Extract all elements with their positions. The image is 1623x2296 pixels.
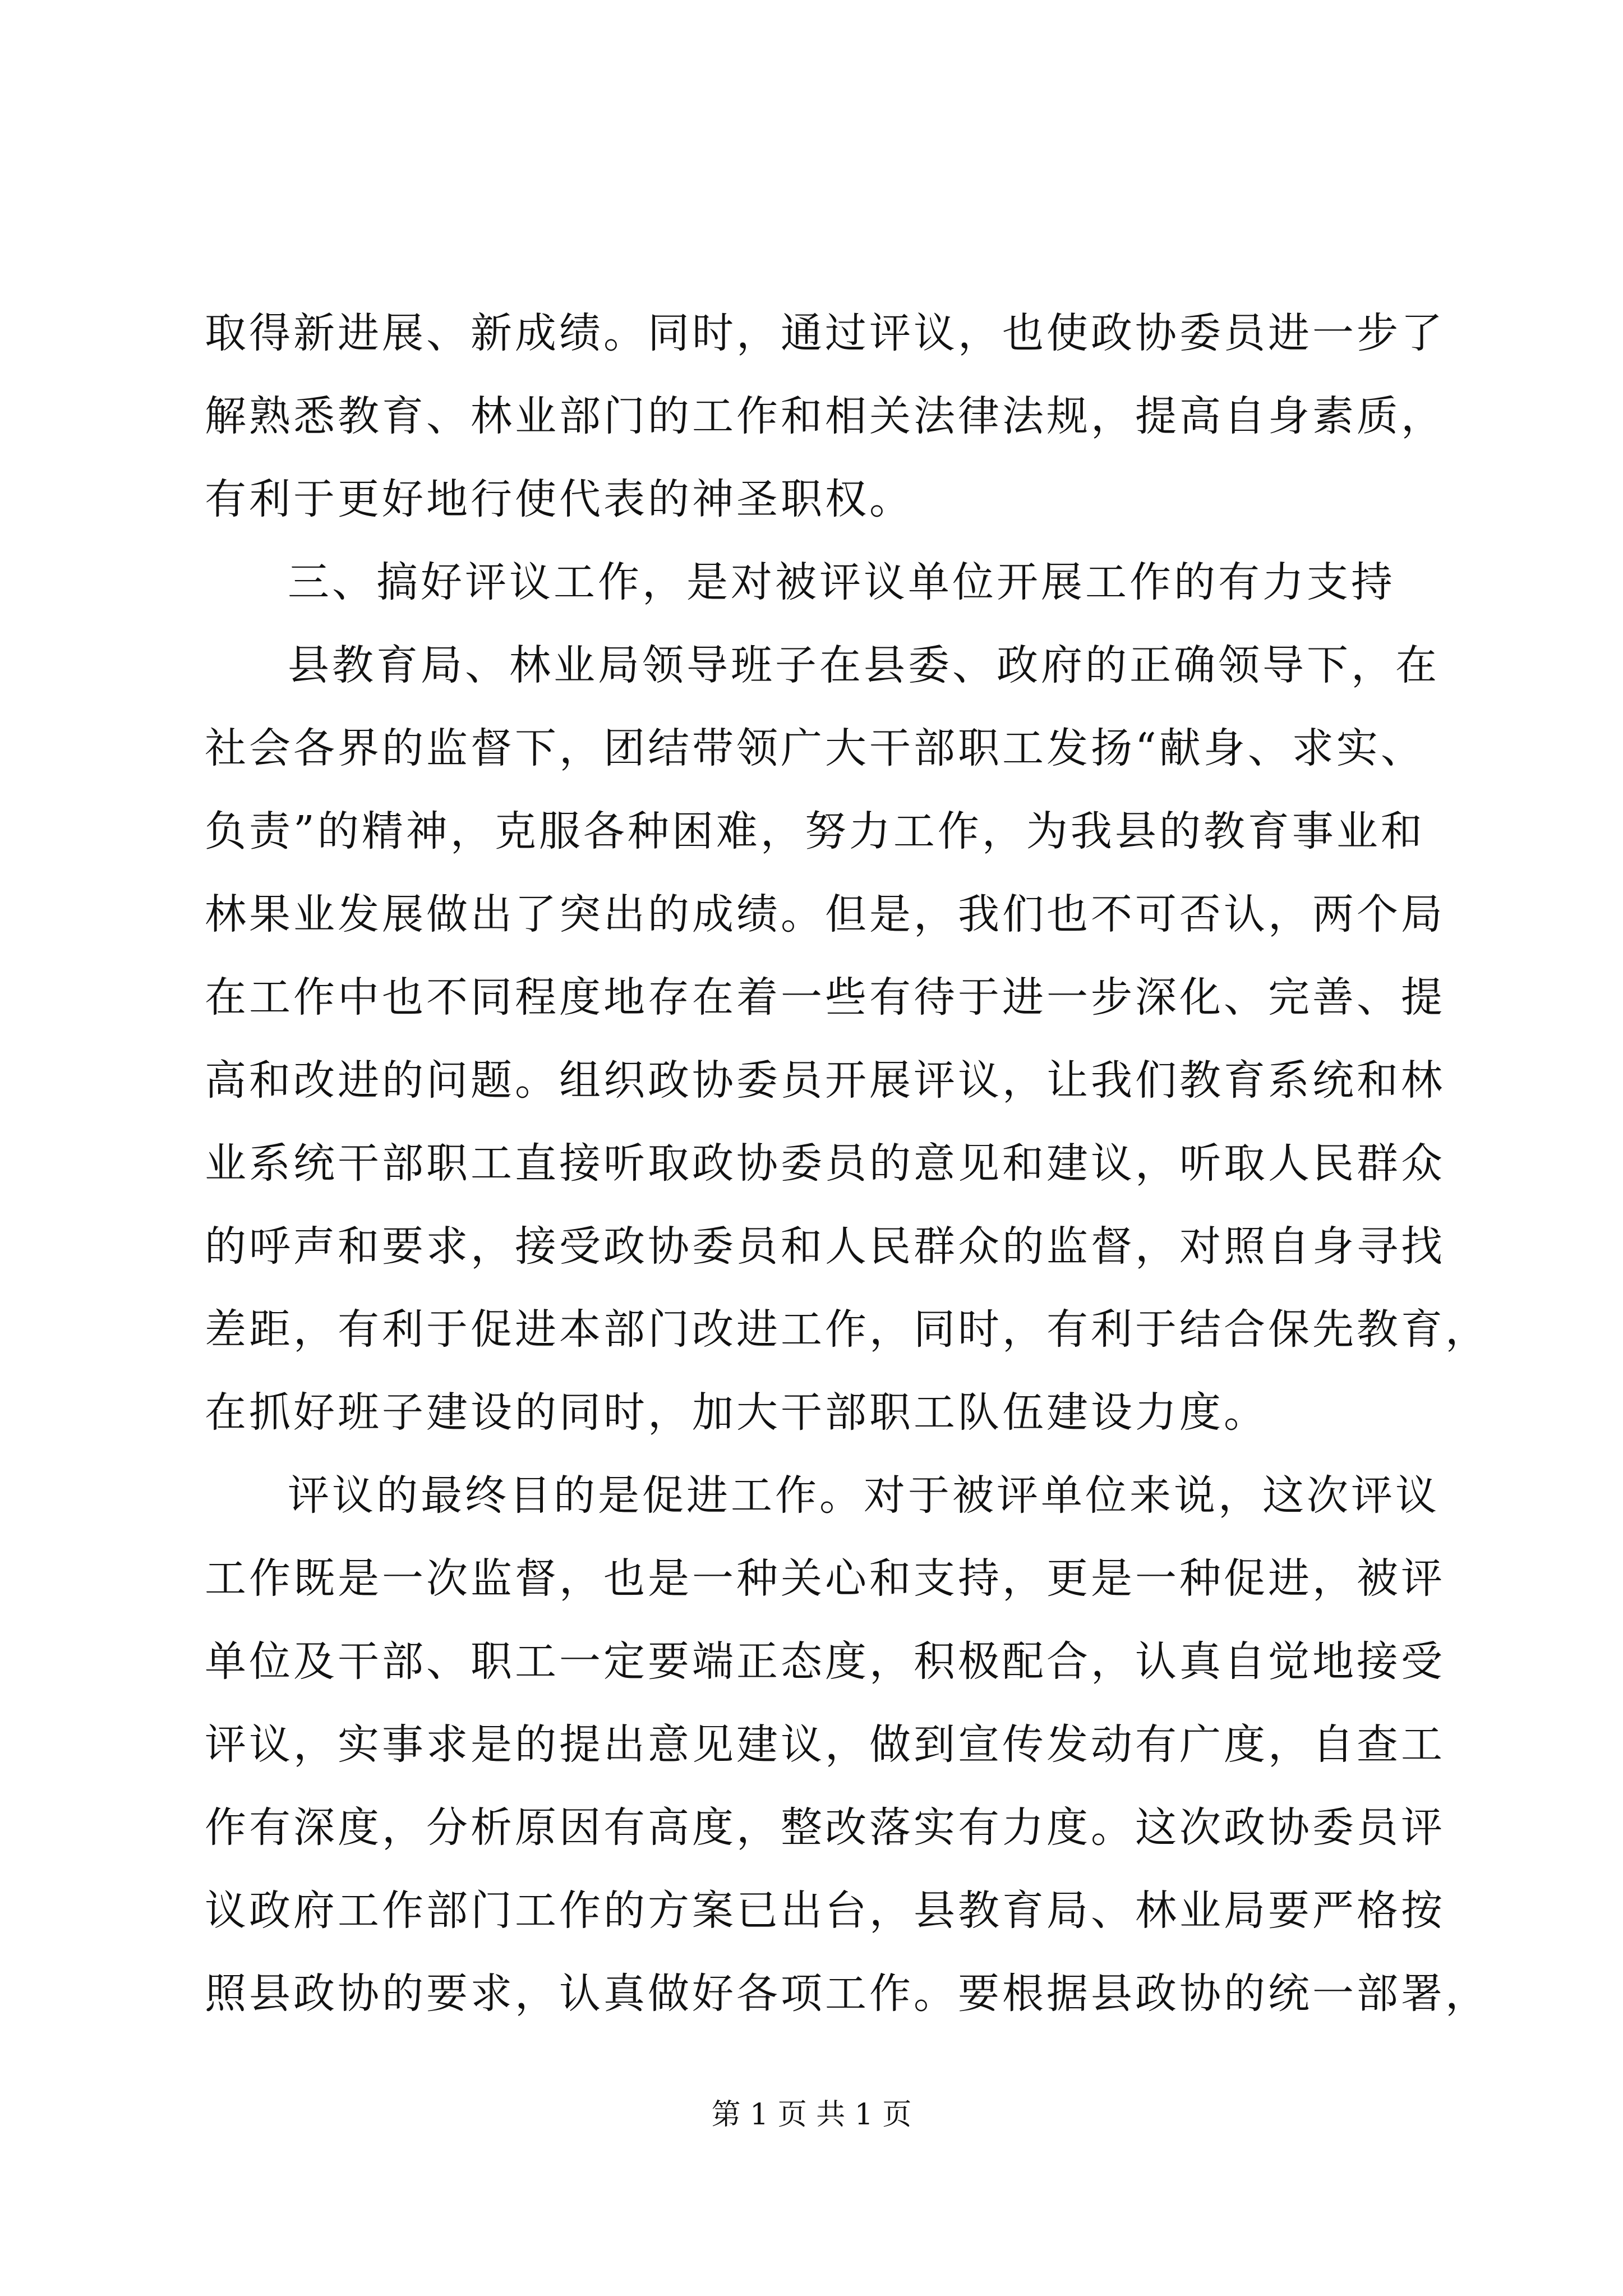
text-line-13: 差距，有利于促进本部门改进工作，同时，有利于结合保先教育， bbox=[205, 1305, 1490, 1354]
section-heading: 三、搞好评议工作，是对被评议单位开展工作的有力支持 bbox=[288, 558, 1395, 606]
text-line-2: 解熟悉教育、林业部门的工作和相关法律法规，提高自身素质， bbox=[205, 392, 1445, 440]
text-line-11: 业系统干部职工直接听取政协委员的意见和建议，听取人民群众 bbox=[205, 1139, 1445, 1188]
text-line-17: 单位及干部、职工一定要端正态度，积极配合，认真自觉地接受 bbox=[205, 1637, 1445, 1686]
text-line-19: 作有深度，分析原因有高度，整改落实有力度。这次政协委员评 bbox=[205, 1803, 1445, 1852]
text-line-5: 县教育局、林业局领导班子在县委、政府的正确领导下，在 bbox=[288, 641, 1440, 689]
text-line-3: 有利于更好地行使代表的神圣职权。 bbox=[205, 475, 914, 523]
text-line-6: 社会各界的监督下，团结带领广大干部职工发扬“献身、求实、 bbox=[205, 724, 1425, 772]
text-line-15: 评议的最终目的是促进工作。对于被评单位来说，这次评议 bbox=[288, 1471, 1440, 1520]
document-body bbox=[205, 292, 1490, 2035]
text-line-12: 的呼声和要求，接受政协委员和人民群众的监督，对照自身寻找 bbox=[205, 1222, 1445, 1271]
text-line-18: 评议，实事求是的提出意见建议，做到宣传发动有广度，自查工 bbox=[205, 1720, 1445, 1769]
text-line-21: 照县政协的要求，认真做好各项工作。要根据县政协的统一部署， bbox=[205, 1970, 1490, 2018]
text-line-1: 取得新进展、新成绩。同时，通过评议，也使政协委员进一步了 bbox=[205, 309, 1445, 357]
text-line-20: 议政府工作部门工作的方案已出台，县教育局、林业局要严格按 bbox=[205, 1887, 1445, 1935]
text-line-7: 负责”的精神，克服各种困难，努力工作，为我县的教育事业和 bbox=[205, 807, 1425, 855]
text-line-8: 林果业发展做出了突出的成绩。但是，我们也不可否认，两个局 bbox=[205, 890, 1445, 938]
page-footer: 第 1 页 共 1 页 bbox=[711, 2098, 912, 2132]
text-line-14: 在抓好班子建设的同时，加大干部职工队伍建设力度。 bbox=[205, 1388, 1268, 1437]
text-line-10: 高和改进的问题。组织政协委员开展评议，让我们教育系统和林 bbox=[205, 1056, 1445, 1105]
text-line-9: 在工作中也不同程度地存在着一些有待于进一步深化、完善、提 bbox=[205, 973, 1445, 1022]
text-line-16: 工作既是一次监督，也是一种关心和支持，更是一种促进，被评 bbox=[205, 1554, 1445, 1603]
